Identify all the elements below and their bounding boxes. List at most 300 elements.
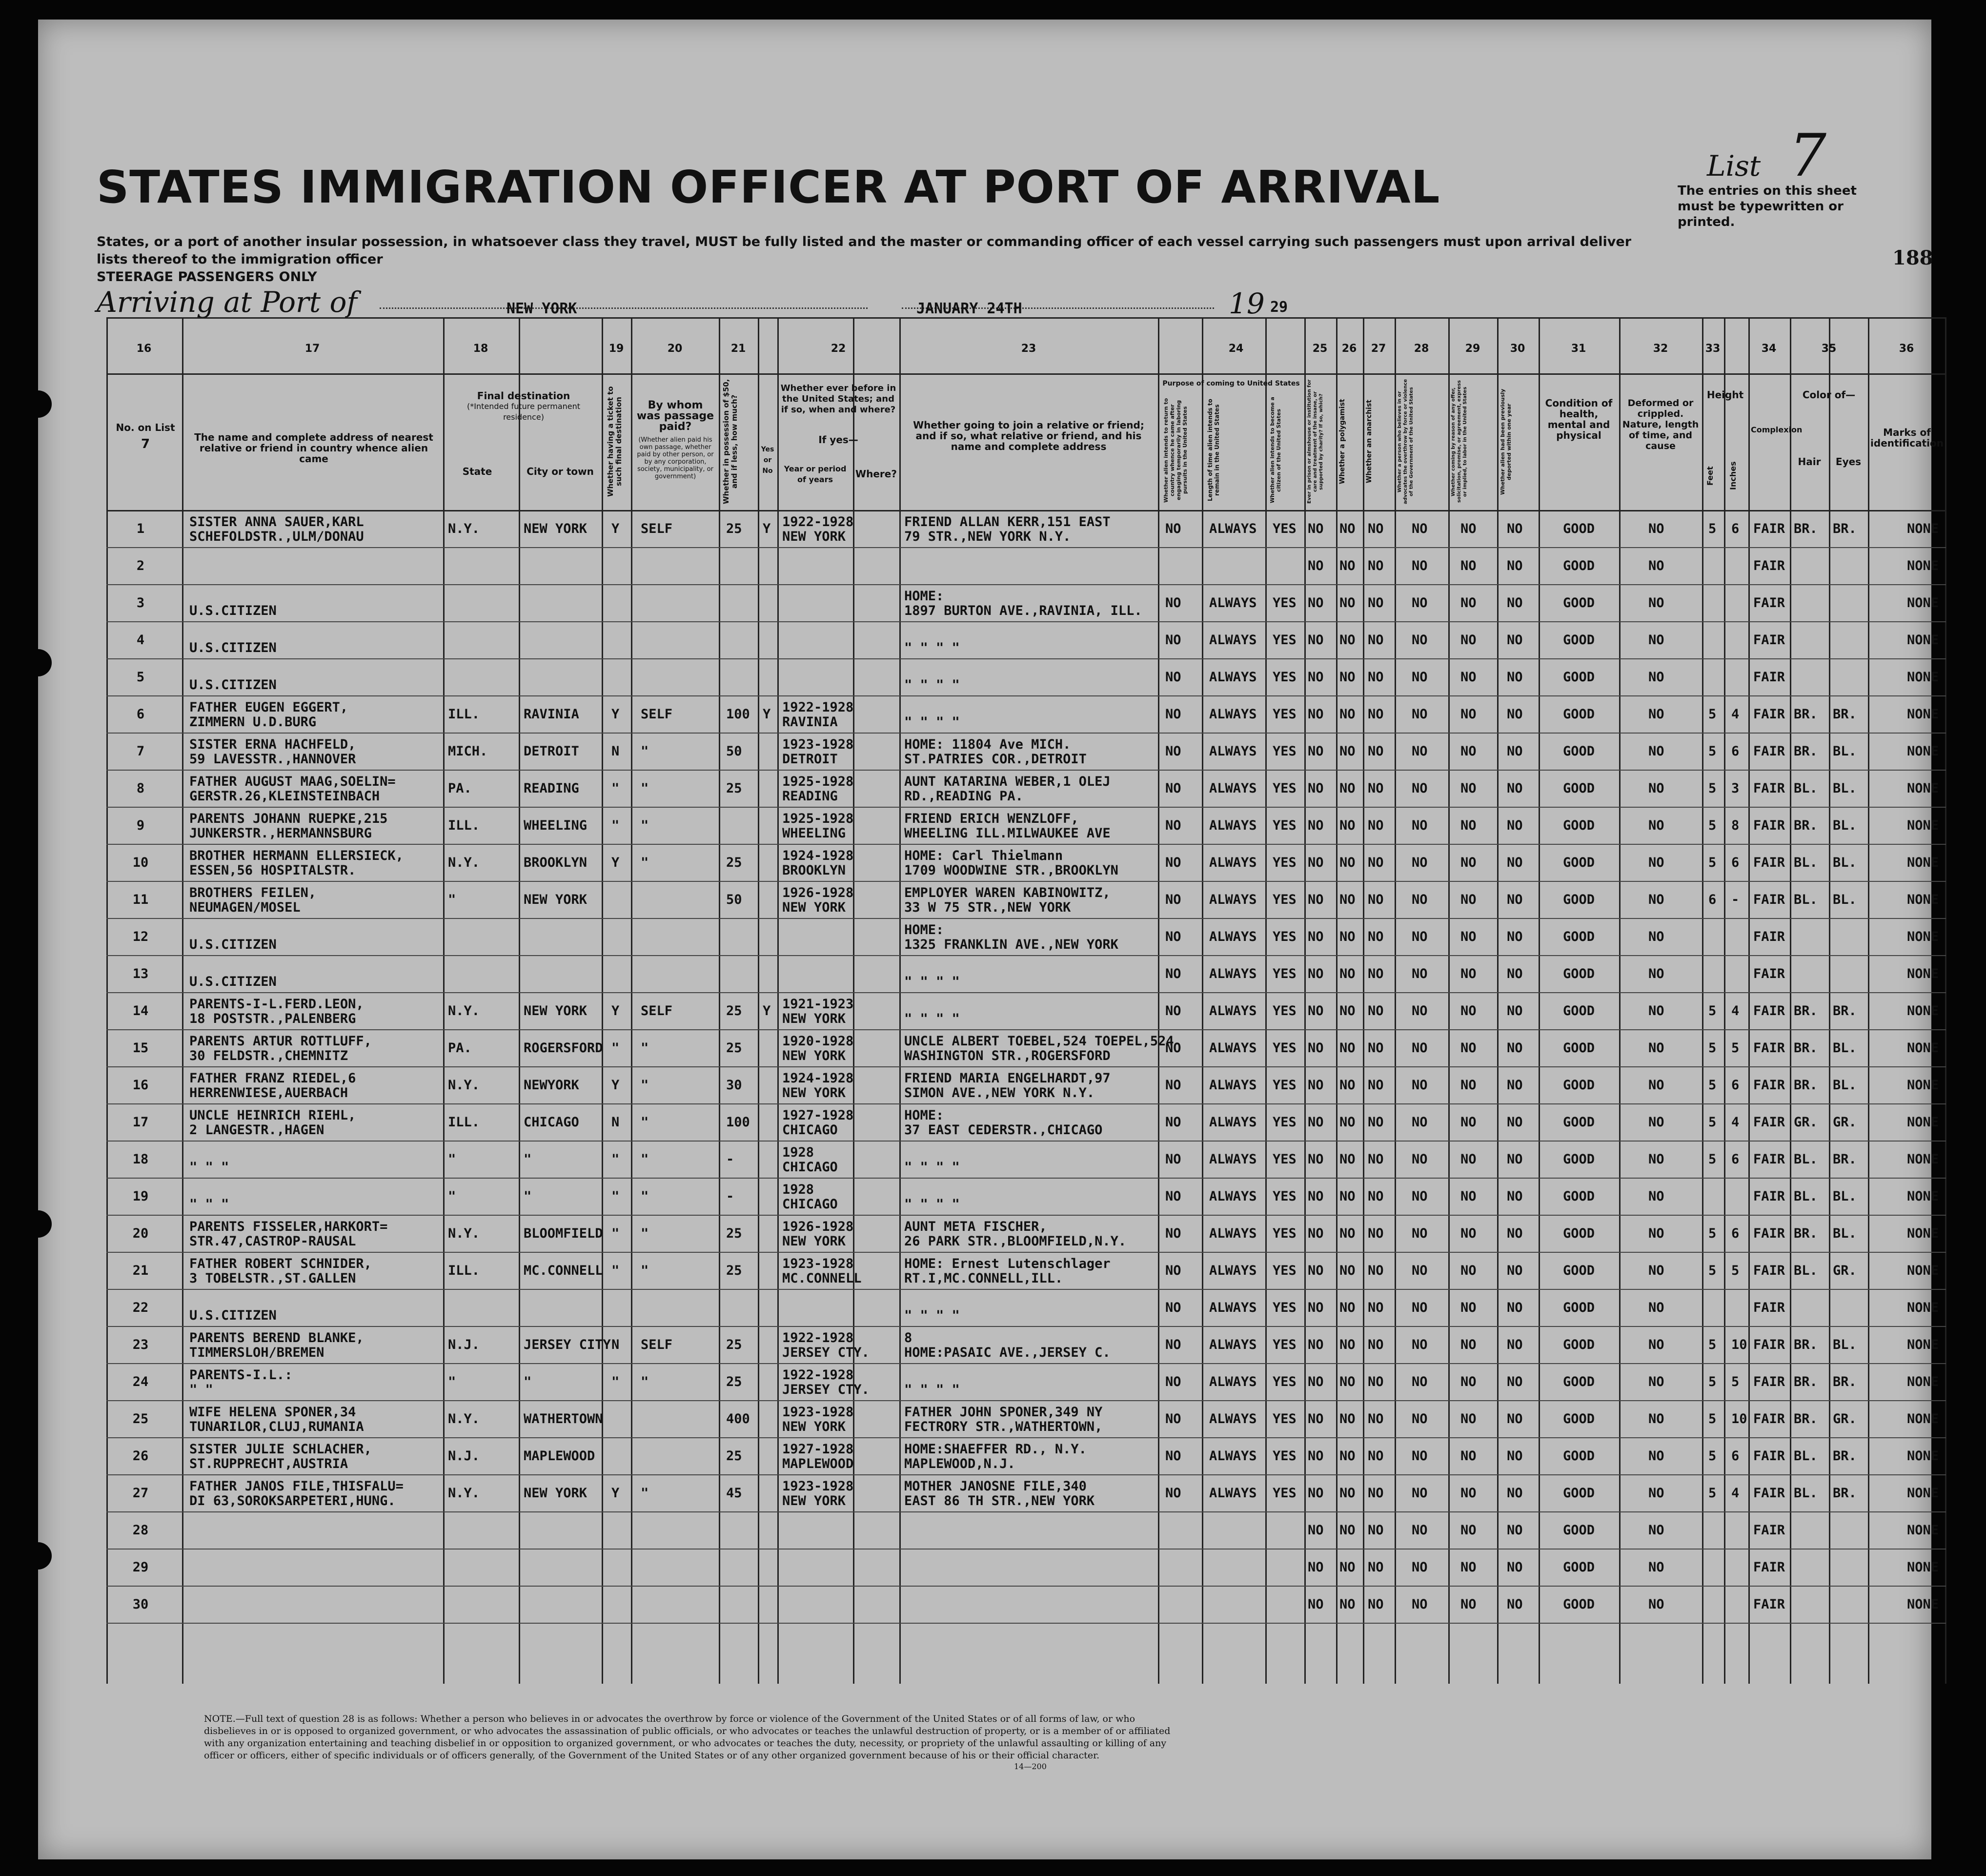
height-inches: 8 <box>1731 818 1740 833</box>
header-before-in-us: Whether ever before in the United States; and if so, when and where? <box>780 383 896 415</box>
identification-marks: NONE <box>1907 744 1939 759</box>
table-rule <box>106 373 1946 375</box>
return-intent: NO <box>1165 892 1181 907</box>
joining-line-2: " " " " <box>904 1011 960 1026</box>
deported-flag: NO <box>1507 966 1523 981</box>
citizen-intent: YES <box>1273 670 1297 685</box>
complexion: FAIR <box>1753 781 1785 796</box>
ticket-flag: Y <box>611 1078 620 1093</box>
table-row <box>106 1437 1946 1474</box>
height-feet: 5 <box>1708 1003 1717 1019</box>
polygamist-flag: NO <box>1339 521 1356 536</box>
return-intent: NO <box>1165 1486 1181 1501</box>
passage-payer: " <box>641 1152 649 1167</box>
money-amount: 50 <box>726 892 742 907</box>
identification-marks: NONE <box>1907 1411 1939 1427</box>
eye-color: GR. <box>1833 1411 1857 1427</box>
identification-marks: NONE <box>1907 892 1939 907</box>
relative-line-2: " " <box>189 1382 213 1397</box>
joining-line-1: HOME: Ernest Lutenschlager <box>904 1256 1111 1271</box>
header-overthrow: Whether a person who believes in or advocates the overthrow by force or violence of the Government of the United States <box>1397 379 1414 505</box>
polygamist-flag: NO <box>1339 1263 1356 1278</box>
prison-flag: NO <box>1308 632 1324 648</box>
deformed-flag: NO <box>1648 595 1664 611</box>
citizen-intent: YES <box>1273 521 1297 536</box>
height-inches: 6 <box>1731 1226 1740 1241</box>
row-number: 4 <box>136 632 145 648</box>
length-of-stay: ALWAYS <box>1209 1337 1257 1352</box>
identification-marks: NONE <box>1907 966 1939 981</box>
deformed-flag: NO <box>1648 1486 1664 1501</box>
height-feet: 5 <box>1708 521 1717 536</box>
health-condition: GOOD <box>1563 1300 1595 1315</box>
column-number: 22 <box>831 343 846 355</box>
relative-line-2: ESSEN,56 HOSPITALSTR. <box>189 863 356 878</box>
deformed-flag: NO <box>1648 1597 1664 1612</box>
destination-city: WATHERTOWN <box>524 1411 603 1427</box>
prison-flag: NO <box>1308 1040 1324 1056</box>
table-rule <box>106 317 1946 319</box>
header-hair: Hair <box>1798 456 1821 468</box>
prison-flag: NO <box>1308 1597 1324 1612</box>
row-number: 11 <box>132 892 149 907</box>
page-title: STATES IMMIGRATION OFFICER AT PORT OF ARRIVAL <box>97 161 1440 213</box>
prison-flag: NO <box>1308 1337 1324 1352</box>
prison-flag: NO <box>1308 1226 1324 1241</box>
header-relative-address: The name and complete address of nearest relative or friend in country whence alien came <box>194 431 433 465</box>
identification-marks: NONE <box>1907 1003 1939 1019</box>
polygamist-flag: NO <box>1339 1226 1356 1241</box>
health-condition: GOOD <box>1563 1115 1595 1130</box>
table-row <box>106 733 1946 770</box>
complexion: FAIR <box>1753 1189 1785 1204</box>
eye-color: BR. <box>1833 521 1857 536</box>
joining-line-1: 8 <box>904 1330 912 1346</box>
polygamist-flag: NO <box>1339 595 1356 611</box>
eye-color: BL. <box>1833 1040 1857 1056</box>
header-polygamist: Whether a polygamist <box>1338 399 1346 485</box>
identification-marks: NONE <box>1907 818 1939 833</box>
deported-flag: NO <box>1507 1560 1523 1575</box>
deported-flag: NO <box>1507 1152 1523 1167</box>
deformed-flag: NO <box>1648 855 1664 870</box>
destination-state: ILL. <box>448 1263 480 1278</box>
binder-hole <box>24 1542 52 1570</box>
relative-line-2: TUNARILOR,CLUJ,RUMANIA <box>189 1419 364 1434</box>
hair-color: BR. <box>1794 1078 1818 1093</box>
ticket-flag: " <box>611 1263 620 1278</box>
header-anarchist: Whether an anarchist <box>1365 400 1373 484</box>
health-condition: GOOD <box>1563 1189 1595 1204</box>
row-number: 25 <box>132 1411 149 1427</box>
joining-line-2: FECTRORY STR.,WATHERTOWN, <box>904 1419 1103 1434</box>
previous-visit-years: 1927-1928 <box>782 1442 854 1457</box>
previous-visit-years: 1923-1928 <box>782 1405 854 1420</box>
header-color-of: Color of— <box>1802 389 1856 401</box>
citizen-intent: YES <box>1273 966 1297 981</box>
height-feet: 5 <box>1708 1411 1717 1427</box>
column-number: 17 <box>304 343 320 355</box>
deformed-flag: NO <box>1648 1374 1664 1389</box>
destination-state: N.Y. <box>448 855 480 870</box>
column-number: 26 <box>1341 343 1357 355</box>
deformed-flag: NO <box>1648 1560 1664 1575</box>
complexion: FAIR <box>1753 1152 1785 1167</box>
row-number: 5 <box>136 670 145 685</box>
deformed-flag: NO <box>1648 892 1664 907</box>
ticket-flag: N <box>611 1115 620 1130</box>
passage-payer: " <box>641 1374 649 1389</box>
deported-flag: NO <box>1507 1040 1523 1056</box>
column-number: 29 <box>1465 343 1480 355</box>
previous-visit-years: 1922-1928 <box>782 514 854 530</box>
eye-color: BR. <box>1833 707 1857 722</box>
height-inches: 6 <box>1731 744 1740 759</box>
table-row <box>106 955 1946 992</box>
money-amount: 25 <box>726 1226 742 1241</box>
anarchist-flag: NO <box>1368 1003 1384 1019</box>
table-row <box>106 1511 1946 1549</box>
prison-flag: NO <box>1308 929 1324 944</box>
row-number: 12 <box>132 929 149 944</box>
column-number: 27 <box>1371 343 1386 355</box>
previous-visit-place: DETROIT <box>782 752 838 767</box>
ticket-flag: " <box>611 1226 620 1241</box>
header-year-period: Year or period of years <box>784 464 847 484</box>
height-feet: 6 <box>1708 892 1717 907</box>
polygamist-flag: NO <box>1339 1411 1356 1427</box>
passage-payer: SELF <box>641 1003 673 1019</box>
polygamist-flag: NO <box>1339 1078 1356 1093</box>
row-number: 26 <box>132 1448 149 1464</box>
previous-visit-years: 1925-1928 <box>782 774 854 789</box>
previous-visit-place: MAPLEWOOD <box>782 1456 854 1471</box>
return-intent: NO <box>1165 781 1181 796</box>
table-row <box>106 1549 1946 1586</box>
column-number: 31 <box>1571 343 1586 355</box>
row-number: 21 <box>132 1263 149 1278</box>
anarchist-flag: NO <box>1368 929 1384 944</box>
health-condition: GOOD <box>1563 521 1595 536</box>
height-feet: 5 <box>1708 1115 1717 1130</box>
header-citizen-intent: Whether alien intends to become a citizen of the United States <box>1269 397 1282 504</box>
joining-line-1: EMPLOYER WAREN KABINOWITZ, <box>904 885 1111 900</box>
anarchist-flag: NO <box>1368 1560 1384 1575</box>
height-feet: 5 <box>1708 1337 1717 1352</box>
row-number: 16 <box>132 1078 149 1093</box>
passage-payer: " <box>641 1263 649 1278</box>
anarchist-flag: NO <box>1368 892 1384 907</box>
polygamist-flag: NO <box>1339 1189 1356 1204</box>
column-number: 25 <box>1312 343 1328 355</box>
relative-line-2: TIMMERSLOH/BREMEN <box>189 1345 324 1360</box>
destination-state: " <box>448 1374 456 1389</box>
hair-color: BL. <box>1794 1152 1818 1167</box>
table-row <box>106 881 1946 918</box>
length-of-stay: ALWAYS <box>1209 1115 1257 1130</box>
complexion: FAIR <box>1753 670 1785 685</box>
deported-flag: NO <box>1507 707 1523 722</box>
joining-line-2: ST.PATRIES COR.,DETROIT <box>904 752 1087 767</box>
length-of-stay: ALWAYS <box>1209 1411 1257 1427</box>
height-inches: 4 <box>1731 1115 1740 1130</box>
joining-line-1: HOME: <box>904 1108 944 1123</box>
joining-line-2: RT.I,MC.CONNELL,ILL. <box>904 1271 1063 1286</box>
health-condition: GOOD <box>1563 632 1595 648</box>
joining-line-2: " " " " <box>904 1160 960 1175</box>
overthrow-flag: NO <box>1412 558 1428 573</box>
hair-color: BL. <box>1794 1448 1818 1464</box>
destination-state: N.Y. <box>448 1226 480 1241</box>
identification-marks: NONE <box>1907 707 1939 722</box>
form-code: 14—200 <box>1014 1762 1047 1771</box>
arrival-port: NEW YORK <box>507 300 577 317</box>
deformed-flag: NO <box>1648 966 1664 981</box>
citizen-intent: YES <box>1273 781 1297 796</box>
citizen-intent: YES <box>1273 744 1297 759</box>
identification-marks: NONE <box>1907 781 1939 796</box>
overthrow-flag: NO <box>1412 781 1428 796</box>
passage-payer: " <box>641 744 649 759</box>
labor-offer-flag: NO <box>1460 1448 1477 1464</box>
destination-city: BLOOMFIELD <box>524 1226 603 1241</box>
polygamist-flag: NO <box>1339 1003 1356 1019</box>
column-number: 19 <box>608 343 624 355</box>
overthrow-flag: NO <box>1412 1152 1428 1167</box>
prison-flag: NO <box>1308 855 1324 870</box>
prison-flag: NO <box>1308 1560 1324 1575</box>
column-number: 30 <box>1510 343 1525 355</box>
ticket-flag: " <box>611 1374 620 1389</box>
deformed-flag: NO <box>1648 558 1664 573</box>
return-intent: NO <box>1165 818 1181 833</box>
height-inches: 3 <box>1731 781 1740 796</box>
return-intent: NO <box>1165 744 1181 759</box>
joining-line-1: HOME: <box>904 922 944 938</box>
destination-city: NEW YORK <box>524 892 588 907</box>
anarchist-flag: NO <box>1368 1040 1384 1056</box>
destination-city: MC.CONNELL <box>524 1263 603 1278</box>
row-number: 10 <box>132 855 149 870</box>
manifest-sheet <box>38 20 1944 1859</box>
eye-color: BL. <box>1833 892 1857 907</box>
complexion: FAIR <box>1753 1411 1785 1427</box>
polygamist-flag: NO <box>1339 1300 1356 1315</box>
joining-line-1: HOME: Carl Thielmann <box>904 848 1063 863</box>
joining-line-1: HOME:SHAEFFER RD., N.Y. <box>904 1442 1087 1457</box>
joining-line-2: EAST 86 TH STR.,NEW YORK <box>904 1493 1095 1509</box>
complexion: FAIR <box>1753 929 1785 944</box>
joining-line-1: AUNT KATARINA WEBER,1 OLEJ <box>904 774 1111 789</box>
polygamist-flag: NO <box>1339 558 1356 573</box>
anarchist-flag: NO <box>1368 966 1384 981</box>
overthrow-flag: NO <box>1412 929 1428 944</box>
identification-marks: NONE <box>1907 1523 1939 1538</box>
hair-color: BR. <box>1794 1226 1818 1241</box>
return-intent: NO <box>1165 1411 1181 1427</box>
labor-offer-flag: NO <box>1460 892 1477 907</box>
relative-line-2: DI 63,SOROKSARPETERI,HUNG. <box>189 1493 396 1509</box>
eye-color: GR. <box>1833 1115 1857 1130</box>
relative-line-1: UNCLE HEINRICH RIEHL, <box>189 1108 356 1123</box>
health-condition: GOOD <box>1563 1078 1595 1093</box>
joining-line-2: MAPLEWOOD,N.J. <box>904 1456 1015 1471</box>
identification-marks: NONE <box>1907 595 1939 611</box>
deported-flag: NO <box>1507 670 1523 685</box>
citizen-intent: YES <box>1273 632 1297 648</box>
deported-flag: NO <box>1507 744 1523 759</box>
height-feet: 5 <box>1708 818 1717 833</box>
row-number: 23 <box>132 1337 149 1352</box>
column-number: 16 <box>136 343 152 355</box>
complexion: FAIR <box>1753 1263 1785 1278</box>
hair-color: BL. <box>1794 1486 1818 1501</box>
destination-city: WHEELING <box>524 818 588 833</box>
joining-line-1: FRIEND ALLAN KERR,151 EAST <box>904 514 1111 530</box>
table-row <box>106 1141 1946 1178</box>
identification-marks: NONE <box>1907 929 1939 944</box>
previous-visit-years: 1928 <box>782 1182 814 1197</box>
overthrow-flag: NO <box>1412 595 1428 611</box>
identification-marks: NONE <box>1907 1486 1939 1501</box>
height-feet: 5 <box>1708 781 1717 796</box>
deformed-flag: NO <box>1648 1337 1664 1352</box>
header-where: Where? <box>855 468 897 480</box>
destination-city: ROGERSFORD <box>524 1040 603 1056</box>
previous-visit-place: READING <box>782 789 838 804</box>
relative-line-1: FATHER FRANZ RIEDEL,6 <box>189 1071 356 1086</box>
identification-marks: NONE <box>1907 1040 1939 1056</box>
deformed-flag: NO <box>1648 1152 1664 1167</box>
passage-payer: " <box>641 1189 649 1204</box>
previous-visit-years: 1921-1923 <box>782 997 854 1012</box>
deported-flag: NO <box>1507 1448 1523 1464</box>
deported-flag: NO <box>1507 1374 1523 1389</box>
health-condition: GOOD <box>1563 966 1595 981</box>
deformed-flag: NO <box>1648 1448 1664 1464</box>
deported-flag: NO <box>1507 521 1523 536</box>
return-intent: NO <box>1165 1003 1181 1019</box>
complexion: FAIR <box>1753 707 1785 722</box>
identification-marks: NONE <box>1907 1078 1939 1093</box>
return-intent: NO <box>1165 1115 1181 1130</box>
row-number: 19 <box>132 1189 149 1204</box>
overthrow-flag: NO <box>1412 670 1428 685</box>
joining-line-2: 26 PARK STR.,BLOOMFIELD,N.Y. <box>904 1234 1127 1249</box>
notice-text <box>97 233 1658 286</box>
health-condition: GOOD <box>1563 818 1595 833</box>
list-number: 7 <box>1789 122 1826 190</box>
money-amount: 25 <box>726 1448 742 1464</box>
previous-visit-place: CHICAGO <box>782 1160 838 1175</box>
money-amount: 100 <box>726 707 750 722</box>
complexion: FAIR <box>1753 595 1785 611</box>
prison-flag: NO <box>1308 1300 1324 1315</box>
relative-line-2: HERRENWIESE,AUERBACH <box>189 1085 348 1101</box>
relative-line-2: U.S.CITIZEN <box>189 974 277 989</box>
eye-color: BL. <box>1833 1337 1857 1352</box>
joining-line-2: 79 STR.,NEW YORK N.Y. <box>904 529 1071 544</box>
labor-offer-flag: NO <box>1460 781 1477 796</box>
labor-offer-flag: NO <box>1460 1040 1477 1056</box>
anarchist-flag: NO <box>1368 1337 1384 1352</box>
hair-color: BR. <box>1794 521 1818 536</box>
anarchist-flag: NO <box>1368 632 1384 648</box>
joining-line-2: " " " " <box>904 677 960 693</box>
previous-visit-place: CHICAGO <box>782 1122 838 1138</box>
row-number: 17 <box>132 1115 149 1130</box>
ticket-flag: " <box>611 818 620 833</box>
length-of-stay: ALWAYS <box>1209 595 1257 611</box>
previous-visit-place: MC.CONNELL <box>782 1271 862 1286</box>
header-state: State <box>462 466 492 477</box>
polygamist-flag: NO <box>1339 929 1356 944</box>
identification-marks: NONE <box>1907 1560 1939 1575</box>
overthrow-flag: NO <box>1412 818 1428 833</box>
destination-state: N.J. <box>448 1337 480 1352</box>
labor-offer-flag: NO <box>1460 521 1477 536</box>
health-condition: GOOD <box>1563 1003 1595 1019</box>
money-amount: - <box>726 1189 734 1204</box>
overthrow-flag: NO <box>1412 1411 1428 1427</box>
polygamist-flag: NO <box>1339 818 1356 833</box>
prison-flag: NO <box>1308 670 1324 685</box>
health-condition: GOOD <box>1563 1448 1595 1464</box>
height-feet: 5 <box>1708 707 1717 722</box>
length-of-stay: ALWAYS <box>1209 670 1257 685</box>
height-feet: 5 <box>1708 1152 1717 1167</box>
header-prison: Ever in prison or almshouse or institution for care and treatment of the insane, or supported by charity? If so, which? <box>1307 379 1324 504</box>
height-feet: 5 <box>1708 1448 1717 1464</box>
previous-visit-years: 1920-1928 <box>782 1034 854 1049</box>
hair-color: BR. <box>1794 1374 1818 1389</box>
joining-line-2: WASHINGTON STR.,ROGERSFORD <box>904 1048 1111 1063</box>
destination-city: JERSEY CITY <box>524 1337 611 1352</box>
previous-visit-place: NEW YORK <box>782 1048 846 1063</box>
deported-flag: NO <box>1507 781 1523 796</box>
destination-city: READING <box>524 781 579 796</box>
overthrow-flag: NO <box>1412 1597 1428 1612</box>
header-money: Whether in possession of $50, and if less, how much? <box>722 379 739 505</box>
column-number: 20 <box>667 343 683 355</box>
table-row <box>106 1326 1946 1363</box>
table-row <box>106 584 1946 621</box>
table-row <box>106 1252 1946 1289</box>
overthrow-flag: NO <box>1412 1226 1428 1241</box>
list-label-block <box>1707 122 1826 190</box>
passage-payer: " <box>641 1115 649 1130</box>
prison-flag: NO <box>1308 1263 1324 1278</box>
row-number: 7 <box>136 744 145 759</box>
prison-flag: NO <box>1308 1448 1324 1464</box>
eye-color: GR. <box>1833 1263 1857 1278</box>
column-number: 32 <box>1653 343 1668 355</box>
eye-color: BR. <box>1833 1003 1857 1019</box>
health-condition: GOOD <box>1563 855 1595 870</box>
overthrow-flag: NO <box>1412 1374 1428 1389</box>
length-of-stay: ALWAYS <box>1209 1040 1257 1056</box>
deformed-flag: NO <box>1648 744 1664 759</box>
eye-color: BL. <box>1833 781 1857 796</box>
height-inches: 6 <box>1731 1448 1740 1464</box>
deformed-flag: NO <box>1648 1078 1664 1093</box>
health-condition: GOOD <box>1563 707 1595 722</box>
citizen-intent: YES <box>1273 707 1297 722</box>
relative-line-2: NEUMAGEN/MOSEL <box>189 900 301 915</box>
polygamist-flag: NO <box>1339 1597 1356 1612</box>
deported-flag: NO <box>1507 929 1523 944</box>
deported-flag: NO <box>1507 1523 1523 1538</box>
